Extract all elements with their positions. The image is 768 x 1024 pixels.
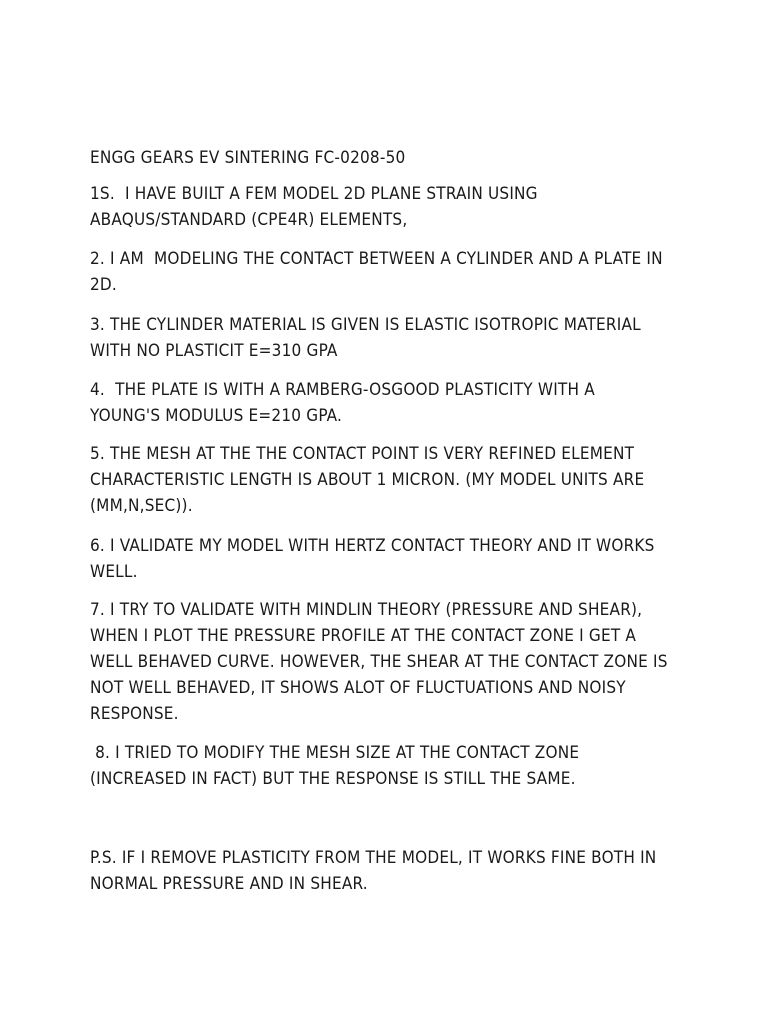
paragraph-1: 1S. I HAVE BUILT A FEM MODEL 2D PLANE STRAIN USING ABAQUS/STANDARD (CPE4R) ELEMENTS, (90, 184, 543, 230)
paragraph-4: 4. THE PLATE IS WITH A RAMBERG-OSGOOD PLASTICITY WITH A YOUNG'S MODULUS E=210 GPA. (90, 380, 600, 426)
paragraph-5: 5. THE MESH AT THE THE CONTACT POINT IS VERY REFINED ELEMENT CHARACTERISTIC LENGTH IS ABOUT 1 MICRON. (MY MODEL UNITS ARE (MM,N,SEC)). (90, 444, 655, 516)
paragraph-7: 7. I TRY TO VALIDATE WITH MINDLIN THEORY (PRESSURE AND SHEAR), WHEN I PLOT THE PRESSURE PROFILE AT THE CONTACT ZONE I GET A WELL BEHAVED CURVE. HOWEVER, THE SHEAR AT THE CONTACT ZONE IS NOT WELL BEHAVED, IT SHOWS ALOT OF FLUCTUATIONS AND NOISY RESPONSE. (90, 600, 673, 724)
paragraph-ps: P.S. IF I REMOVE PLASTICITY FROM THE MODEL, IT WORKS FINE BOTH IN NORMAL PRESSURE AND IN SHEAR. (90, 848, 662, 894)
paragraph-3: 3. THE CYLINDER MATERIAL IS GIVEN IS ELASTIC ISOTROPIC MATERIAL WITH NO PLASTICIT E=310 GPA (90, 315, 646, 361)
paragraph-6: 6. I VALIDATE MY MODEL WITH HERTZ CONTACT THEORY AND IT WORKS WELL. (90, 536, 660, 582)
paragraph-2: 2. I AM MODELING THE CONTACT BETWEEN A CYLINDER AND A PLATE IN 2D. (90, 249, 668, 295)
paragraph-8: 8. I TRIED TO MODIFY THE MESH SIZE AT THE CONTACT ZONE (INCREASED IN FACT) BUT THE RESPONSE IS STILL THE SAME. (90, 743, 585, 789)
document-title: ENGG GEARS EV SINTERING FC-0208-50 (90, 148, 406, 168)
